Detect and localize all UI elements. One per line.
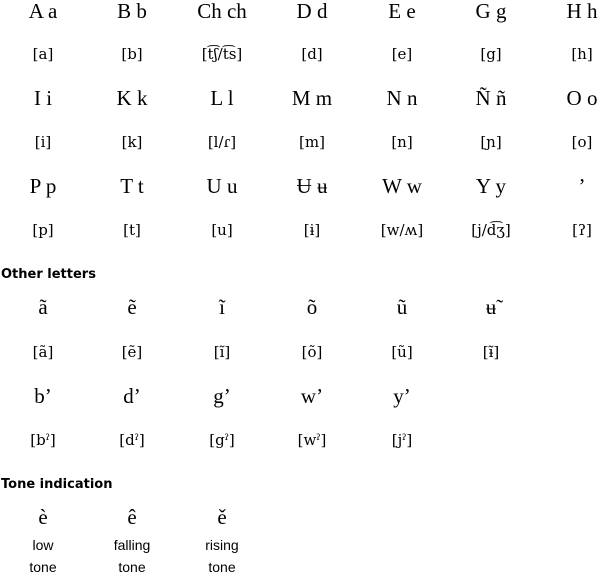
letter-b: B b — [117, 0, 147, 23]
letter-i-tilde: ĩ — [219, 295, 225, 319]
ipa-o: [o] — [571, 133, 593, 151]
letter-e-grave: è — [38, 505, 48, 529]
ipa-n: [n] — [391, 133, 413, 151]
tone-label-rising-line-1: rising — [205, 537, 239, 553]
letter-n: N n — [386, 86, 418, 110]
ipa-barred-u: [ɨ] — [303, 221, 321, 239]
ipa-u: [u] — [211, 221, 233, 239]
letter-e: E e — [388, 0, 416, 23]
ipa-g: [g] — [480, 45, 502, 63]
letter-l: L l — [210, 86, 234, 110]
tone-label-falling-line-1: falling — [113, 537, 151, 553]
letter-m: M m — [291, 86, 333, 110]
other-letters-heading: Other letters — [1, 267, 96, 282]
letter-o-tilde: õ — [306, 295, 318, 319]
letter-glottal-stop: ’ — [578, 174, 586, 198]
letter-w-glottalized: w’ — [300, 384, 324, 408]
letter-o: O o — [566, 86, 598, 110]
ipa-y-glottalized: [jˀ] — [391, 431, 413, 449]
ipa-e-tilde: [ẽ] — [121, 343, 143, 361]
tone-label-falling-line-2: tone — [118, 559, 146, 575]
ipa-u-tilde: [ũ] — [391, 343, 413, 361]
tone-label-low-line-2: tone — [29, 559, 57, 575]
ipa-b: [b] — [121, 45, 143, 63]
letter-w: W w — [382, 174, 422, 198]
ipa-g-glottalized: [gˀ] — [209, 431, 235, 449]
letter-barred-u: Ʉ ʉ — [296, 174, 328, 198]
ipa-e: [e] — [391, 45, 413, 63]
ipa-glottal-stop: [ʔ] — [572, 221, 592, 239]
ipa-h: [h] — [571, 45, 593, 63]
letter-a-tilde: ã — [38, 295, 48, 319]
letter-p: P p — [29, 174, 57, 198]
tone-label-falling — [87, 534, 177, 578]
tone-indication-heading: Tone indication — [1, 477, 113, 492]
letter-t: T t — [120, 174, 144, 198]
ipa-enye: [ɲ] — [480, 133, 502, 151]
ipa-i: [i] — [34, 133, 52, 151]
letter-barred-u-tilde: ʉ̃ — [485, 295, 497, 319]
ipa-t: [t] — [123, 221, 141, 239]
ipa-o-tilde: [õ] — [301, 343, 323, 361]
ipa-barred-u-tilde: [ɨ̃] — [482, 343, 500, 361]
letter-a: A a — [28, 0, 58, 23]
ipa-y: [j/d͡ʒ] — [471, 221, 511, 239]
ipa-a-tilde: [ã] — [32, 343, 54, 361]
ipa-k: [k] — [121, 133, 143, 151]
ipa-a: [a] — [32, 45, 54, 63]
letter-d-glottalized: d’ — [123, 384, 141, 408]
letter-ch: Ch ch — [197, 0, 247, 23]
letter-d: D d — [296, 0, 328, 23]
letter-b-glottalized: b’ — [34, 384, 52, 408]
ipa-d-glottalized: [dˀ] — [119, 431, 145, 449]
letter-y: Y y — [475, 174, 507, 198]
ipa-w: [w/ʍ] — [380, 221, 424, 239]
letter-u: U u — [206, 174, 238, 198]
letter-i: I i — [33, 86, 53, 110]
tone-label-rising — [177, 534, 267, 578]
letter-e-tilde: ẽ — [127, 295, 137, 319]
letter-h: H h — [566, 0, 598, 23]
ipa-b-glottalized: [bˀ] — [30, 431, 56, 449]
letter-g-glottalized: g’ — [213, 384, 231, 408]
tone-label-low — [0, 534, 88, 578]
letter-k: K k — [116, 86, 148, 110]
ipa-p: [p] — [32, 221, 54, 239]
ipa-i-tilde: [ĩ] — [213, 343, 231, 361]
ipa-d: [d] — [301, 45, 323, 63]
tone-label-low-line-1: low — [32, 537, 54, 553]
letter-u-tilde: ũ — [396, 295, 408, 319]
letter-g: G g — [475, 0, 507, 23]
ipa-m: [m] — [299, 133, 325, 151]
letter-e-circumflex: ê — [127, 505, 137, 529]
letter-y-glottalized: y’ — [393, 384, 411, 408]
tone-label-rising-line-2: tone — [208, 559, 236, 575]
letter-enye: Ñ ñ — [475, 86, 507, 110]
letter-e-caron: ě — [217, 505, 227, 529]
ipa-ch: [t͡ʃ/t͡s] — [201, 45, 243, 63]
ipa-w-glottalized: [wˀ] — [297, 431, 327, 449]
ipa-l: [l/ɾ] — [207, 133, 237, 151]
